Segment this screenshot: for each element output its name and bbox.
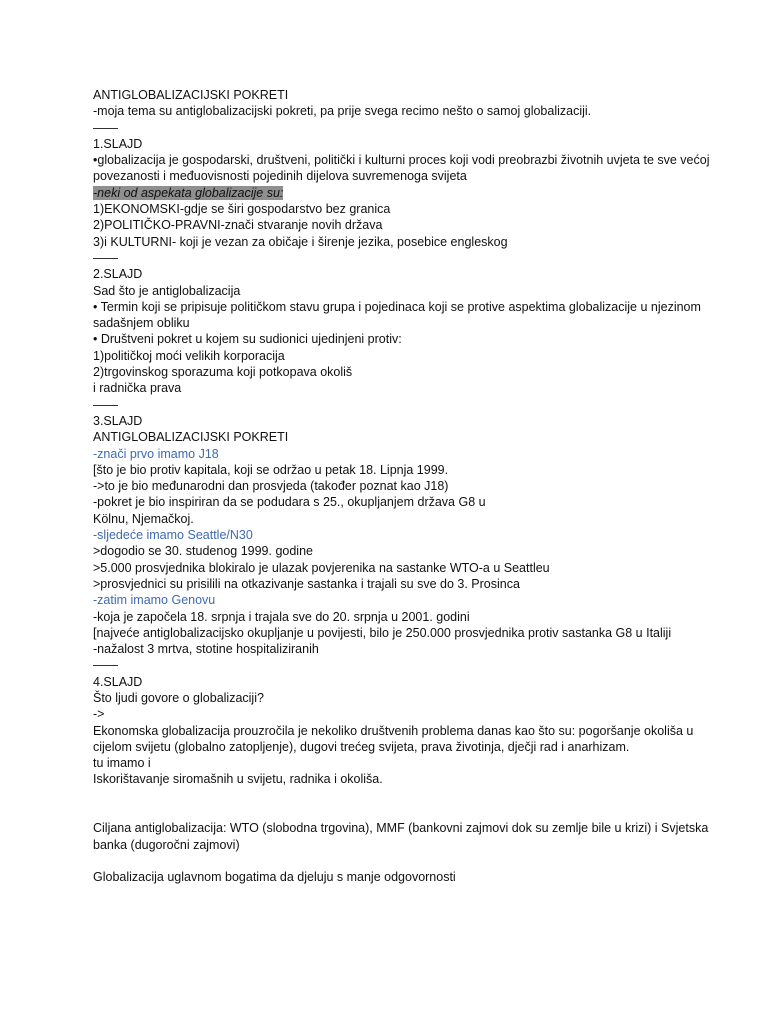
list-item: 2)trgovinskog sporazuma koji potkopava okoliš <box>93 365 353 380</box>
text-line: -pokret je bio inspiriran da se podudara s 25., okupljanjem država G8 u <box>93 495 486 510</box>
separator: —— <box>93 397 118 412</box>
text-line: ->to je bio međunarodni dan prosvjeda (također poznat kao J18) <box>93 479 449 494</box>
list-item: 3)i KULTURNI- koji je vezan za običaje i širenje jezika, posebice engleskog <box>93 234 508 249</box>
blue-subheading: -sljedeće imamo Seattle/N30 <box>93 528 253 543</box>
slide-heading: 4.SLAJD <box>93 674 143 689</box>
separator: —— <box>93 250 118 265</box>
text-paragraph: [najveće antiglobalizacijsko okupljanje u povijesti, bilo je 250.000 prosvjednika protiv sastanka G8 u Italiji <box>93 625 672 640</box>
highlight-text: -neki od aspekata globalizacije su: <box>93 185 284 200</box>
text-line: Iskorištavanje siromašnih u svijetu, radnika i okoliša. <box>93 772 383 787</box>
document-page <box>93 87 733 886</box>
spacer <box>93 853 733 869</box>
document-title: ANTIGLOBALIZACIJSKI POKRETI <box>93 88 289 102</box>
spacer <box>93 804 733 820</box>
blue-subheading: -zatim imamo Genovu <box>93 593 216 608</box>
bullet-paragraph: •globalizacija je gospodarski, društveni, politički i kulturni proces koji vodi preobrazbi životnih uvjeta te sve većoj povezanosti i međuovisnosti pojedinih dijelova suvremenoga svijeta <box>93 153 710 184</box>
bullet-paragraph: • Termin koji se pripisuje političkom stavu grupa i pojedinaca koji se protive aspektima globalizacije u njezinom sadašnjem obliku <box>93 299 701 331</box>
text-paragraph: Ekonomska globalizacija prouzročila je nekoliko društvenih problema danas kao što su: pogoršanje okoliša u cijelom svijetu (globalno zatopljenje), dugovi trećeg svijeta, prava životinja, dječji rad i anarhizam. <box>93 723 694 754</box>
text-line: -nažalost 3 mrtva, stotine hospitaliziranih <box>93 642 319 657</box>
text-line: -koja je započela 18. srpnja i trajala sve do 20. srpnja u 2001. godini <box>93 609 470 624</box>
text-line: tu imamo i <box>93 756 151 771</box>
separator: —— <box>93 120 118 135</box>
bullet-line: • Društveni pokret u kojem su sudionici ujedinjeni protiv: <box>93 332 402 347</box>
section-title: ANTIGLOBALIZACIJSKI POKRETI <box>93 430 289 445</box>
text-line: Globalizacija uglavnom bogatima da djeluju s manje odgovornosti <box>93 870 456 885</box>
text-line: >5.000 prosvjednika blokiralo je ulazak povjerenika na sastanke WTO-a u Seattleu <box>93 560 550 575</box>
list-item: 2)POLITIČKO-PRAVNI-znači stvaranje novih država <box>93 218 383 233</box>
text-line: Kölnu, Njemačkoj. <box>93 511 194 526</box>
slide-heading: 3.SLAJD <box>93 413 143 428</box>
slide-heading: 1.SLAJD <box>93 136 143 151</box>
text-line: >prosvjednici su prisilili na otkazivanje sastanka i trajali su sve do 3. Prosinca <box>93 576 520 591</box>
text-line: i radnička prava <box>93 381 182 396</box>
text-line: [što je bio protiv kapitala, koji se održao u petak 18. Lipnja 1999. <box>93 462 449 477</box>
text-line: Što ljudi govore o globalizaciji? <box>93 690 264 705</box>
blue-subheading: -znači prvo imamo J18 <box>93 446 219 461</box>
text-line: Sad što je antiglobalizacija <box>93 283 241 298</box>
highlighted-subheading <box>93 185 733 201</box>
separator: —— <box>93 658 118 673</box>
arrow-line: -> <box>93 707 105 722</box>
list-item: 1)političkoj moći velikih korporacija <box>93 348 285 363</box>
text-line: >dogodio se 30. studenog 1999. godine <box>93 544 313 559</box>
list-item: 1)EKONOMSKI-gdje se širi gospodarstvo bez granica <box>93 202 391 217</box>
intro-line: -moja tema su antiglobalizacijski pokreti, pa prije svega recimo nešto o samoj globalizaciji. <box>93 104 592 119</box>
slide-heading: 2.SLAJD <box>93 267 143 282</box>
spacer <box>93 788 733 804</box>
text-paragraph: Ciljana antiglobalizacija: WTO (slobodna trgovina), MMF (bankovni zajmovi dok su zemlje bile u krizi) i Svjetska banka (dugoročni zajmovi) <box>93 821 709 852</box>
